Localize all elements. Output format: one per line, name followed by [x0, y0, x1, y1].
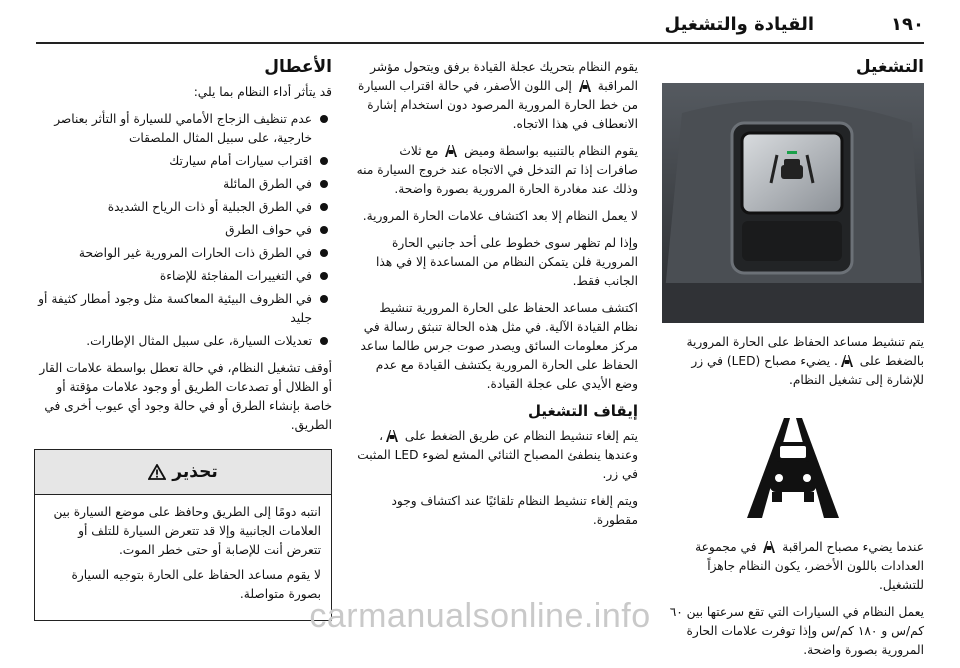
list-item: في الطرق المائلة	[34, 175, 332, 194]
lane-keep-assist-icon	[385, 430, 399, 442]
right-column	[662, 58, 924, 668]
faults-closing: أوقف تشغيل النظام، في حالة تعطل بواسطة علامات القار أو الظلال أو تصدعات الطريق أو وجود علامات مؤقتة أو خاصة بإنشاء الطرق أو في حالة وجود أي عيوب أخرى في الطريق.	[39, 361, 332, 432]
list-item: في الطرق ذات الحارات المرورية غير الواضحة	[34, 244, 332, 263]
page-header	[36, 10, 924, 40]
paragraph-one-side: وإذا لم تظهر سوى خطوط على أحد جانبي الحارة المرورية فلن يتمكن النظام من المساعدة إلا في هذا الجانب فقط.	[376, 236, 638, 288]
dashboard-button-photo	[662, 83, 924, 323]
header-divider	[36, 42, 924, 44]
middle-column	[356, 58, 638, 538]
paragraph-deactivate: يتم إلغاء تنشيط النظام عن طريق الضغط على ، وعندها ينطفئ المصباح الثنائي المشع لضوء LED المثبت في زر.	[357, 429, 638, 481]
list-item: في الظروف البيئية المعاكسة مثل وجود أمطار كثيفة أو جليد	[34, 290, 332, 328]
warning-paragraph-1: انتبه دومًا إلى الطريق وحافظ على موضع السيارة بين العلامات الجانبية وإلا قد تتعرض السيارة للتلف أو تتعرض أنت للإصابة أو حتى خطر الموت.	[53, 505, 321, 557]
lane-keep-assist-icon	[840, 355, 854, 367]
lane-keep-assist-icon	[578, 80, 592, 92]
lane-indicator-illustration	[662, 398, 924, 528]
list-item: تعديلات السيارة، على سبيل المثال الإطارات.	[34, 332, 332, 351]
page-title: القيادة والتشغيل	[664, 14, 814, 35]
subsection-title-deactivation: إيقاف التشغيل	[528, 402, 638, 420]
list-item: اقتراب سيارات أمام سيارتك	[34, 152, 332, 171]
warning-triangle-icon	[148, 464, 166, 480]
paragraph-trailer: ويتم إلغاء تنشيط النظام تلقائيًا عند اكتشاف وجود مقطورة.	[391, 494, 638, 527]
warning-header	[35, 450, 331, 495]
left-column	[34, 58, 332, 621]
lane-keep-assist-icon	[444, 145, 458, 157]
paragraph-ready: عندما يضيء مصباح المراقبة في مجموعة العدادات باللون الأخضر، يكون النظام جاهزاً للتشغيل.	[695, 540, 924, 592]
paragraph-detection: لا يعمل النظام إلا بعد اكتشاف علامات الحارة المرورية.	[362, 209, 638, 223]
lane-keep-assist-icon	[762, 541, 776, 553]
paragraph-steering-correction: يقوم النظام بتحريك عجلة القيادة برفق ويتحول مؤشر المراقبة إلى اللون الأصفر، في حالة اقتراب السيارة من خط الحارة المرورية المرصود دون استخدام إشارة الانعطاف في هذا الاتجاه.	[357, 60, 638, 131]
paragraph-beeps: يقوم النظام بالتنبيه بواسطة وميض مع ثلاث صافرات إذا تم التدخل في الاتجاه عند خروج السيارة منه وذلك عند مغادرة الحارة المرورية بصورة واضحة.	[356, 144, 638, 196]
paragraph-activation: يتم تنشيط مساعد الحفاظ على الحارة المرورية بالضغط على . يضيء مصباح (LED) في زر للإشارة إلى تشغيل النظام.	[686, 335, 924, 387]
list-item: في الطرق الجبلية أو ذات الرياح الشديدة	[34, 198, 332, 217]
paragraph-speed-range: يعمل النظام في السيارات التي تقع سرعتها بين ٦٠ كم/س و ١٨٠ كم/س وإذا توفرت علامات الحارة المرورية بصورة واضحة.	[669, 605, 924, 657]
warning-box	[34, 449, 332, 621]
faults-list	[34, 110, 332, 351]
faults-intro: قد يتأثر أداء النظام بما يلي:	[193, 85, 332, 99]
list-item: عدم تنظيف الزجاج الأمامي للسيارة أو التأثر بعناصر خارجية، على سبيل المثال الملصقات	[34, 110, 332, 148]
list-item: في حواف الطرق	[34, 221, 332, 240]
list-item: في التغييرات المفاجئة للإضاءة	[34, 267, 332, 286]
section-title-faults: الأعطال	[264, 57, 332, 77]
warning-paragraph-2: لا يقوم مساعد الحفاظ على الحارة بتوجيه السيارة بصورة متواصلة.	[71, 568, 321, 601]
paragraph-hands-off: اكتشف مساعد الحفاظ على الحارة المرورية تنشيط نظام القيادة الآلية. في مثل هذه الحالة تنبثق رسالة في مركز معلومات السائق ويصدر صوت جرس طالما ساعد الحفاظ على الحارة المرورية يكتشف القيادة مع عدم وضع الأيدي على عجلة القيادة.	[360, 301, 638, 391]
lane-keep-assist-icon	[747, 418, 839, 518]
warning-title: تحذير	[172, 461, 218, 482]
watermark: carmanualsonline.info	[309, 597, 651, 635]
page-number: ١٩٠	[891, 14, 924, 35]
section-title-operation: التشغيل	[855, 57, 924, 77]
